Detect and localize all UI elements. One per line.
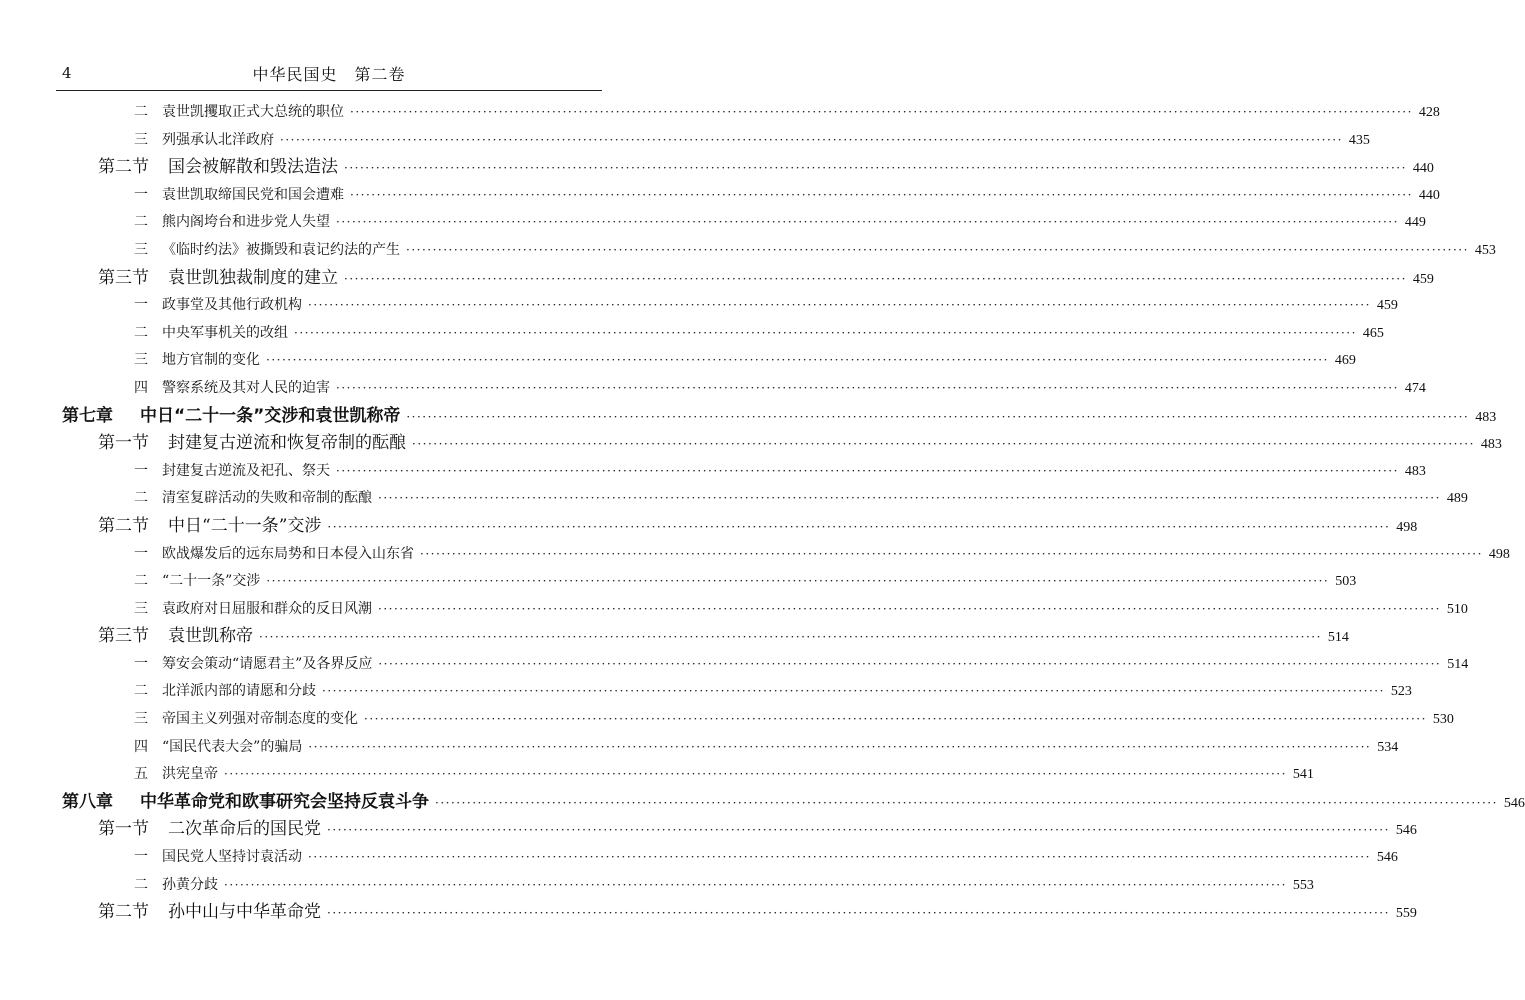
dot-leader: ········································································································································································································	[336, 380, 1399, 395]
toc-entry-page: 498	[1488, 546, 1510, 562]
toc-entry	[56, 872, 1314, 900]
table-of-contents	[56, 99, 1525, 927]
toc-entry	[56, 734, 1399, 762]
toc-entry	[56, 292, 1398, 320]
toc-entry-page: 459	[1412, 271, 1434, 287]
dot-leader: ········································································································································································································	[280, 132, 1343, 147]
dot-leader: ········································································································································································································	[350, 187, 1413, 202]
toc-entry-title: 袁世凯独裁制度的建立	[168, 267, 338, 288]
toc-entry-number: 一	[134, 655, 148, 672]
dot-leader: ········································································································································································································	[259, 630, 1322, 645]
dot-leader: ········································································································································································································	[336, 463, 1399, 478]
toc-entry-number: 第二节	[98, 515, 149, 536]
toc-entry	[56, 182, 1440, 210]
dot-leader: ········································································································································································································	[378, 656, 1442, 671]
toc-entry	[56, 623, 1349, 651]
toc-entry-page: 449	[1404, 215, 1426, 231]
toc-entry-title: 北洋派内部的请愿和分歧	[162, 683, 316, 700]
dot-leader: ········································································································································································································	[327, 519, 1391, 534]
toc-entry-page: 546	[1503, 795, 1525, 811]
toc-entry-number: 四	[134, 738, 148, 755]
toc-entry-title: 地方官制的变化	[162, 352, 260, 369]
toc-entry-number: 一	[134, 545, 148, 562]
toc-entry-page: 510	[1446, 601, 1468, 617]
toc-entry-number: 第七章	[62, 405, 113, 426]
dot-leader: ········································································································································································································	[224, 877, 1287, 892]
toc-entry-number: 二	[134, 490, 148, 507]
toc-entry-number: 一	[134, 462, 148, 479]
dot-leader: ········································································································································································································	[364, 712, 1427, 727]
toc-entry-page: 489	[1446, 491, 1468, 507]
toc-entry-number: 第三节	[98, 626, 149, 647]
toc-entry-page: 503	[1335, 574, 1357, 590]
dot-leader: ········································································································································································································	[378, 601, 1441, 616]
toc-entry-number: 五	[134, 766, 148, 783]
toc-entry-title: 袁世凯攫取正式大总统的职位	[162, 104, 344, 120]
toc-entry	[56, 678, 1412, 706]
dot-leader: ········································································································································································································	[294, 325, 1357, 340]
book-title: 中华民国史 第二卷	[252, 65, 406, 84]
toc-entry-title: 袁世凯称帝	[168, 626, 253, 647]
running-header	[56, 60, 602, 91]
toc-entry-number: 二	[134, 214, 148, 231]
toc-entry-title: “二十一条”交涉	[162, 573, 261, 590]
dot-leader: ········································································································································································································	[322, 684, 1385, 699]
toc-entry	[56, 347, 1356, 375]
toc-entry-page: 498	[1396, 519, 1418, 535]
toc-entry-title: 封建复古逆流和恢复帝制的酝酿	[168, 433, 406, 454]
toc-entry-title: 二次革命后的国民党	[168, 819, 321, 840]
toc-entry-number: 三	[134, 711, 148, 728]
toc-entry-page: 483	[1475, 409, 1497, 425]
toc-entry-page: 559	[1395, 906, 1417, 922]
toc-entry	[56, 706, 1454, 734]
dot-leader: ········································································································································································································	[224, 767, 1287, 782]
toc-entry-number: 第八章	[62, 791, 113, 812]
page-number: 4	[62, 64, 72, 82]
dot-leader: ········································································································································································································	[378, 491, 1441, 506]
toc-entry-page: 469	[1334, 353, 1356, 369]
toc-entry-title: 袁世凯取缔国民党和国会遭难	[162, 186, 344, 203]
toc-entry-title: 中华革命党和欧事研究会坚持反袁斗争	[140, 791, 429, 812]
toc-entry-title: 熊内阁垮台和进步党人失望	[162, 214, 330, 231]
dot-leader: ········································································································································································································	[266, 574, 1330, 589]
dot-leader: ········································································································································································································	[308, 298, 1371, 313]
toc-entry	[56, 375, 1426, 403]
toc-entry-number: 二	[134, 104, 148, 120]
toc-entry	[56, 209, 1426, 237]
toc-entry	[56, 154, 1434, 182]
dot-leader: ········································································································································································································	[308, 850, 1371, 865]
dot-leader: ········································································································································································································	[266, 353, 1329, 368]
toc-entry	[56, 265, 1434, 293]
toc-entry-number: 二	[134, 683, 148, 700]
toc-entry-number: 一	[134, 849, 148, 866]
toc-entry-title: 欧战爆发后的远东局势和日本侵入山东省	[162, 545, 414, 562]
toc-entry-page: 534	[1377, 739, 1399, 755]
toc-entry-page: 541	[1292, 767, 1314, 783]
toc-entry-number: 第一节	[98, 433, 149, 454]
toc-entry-page: 483	[1480, 437, 1502, 453]
toc-entry	[56, 237, 1496, 265]
dot-leader: ········································································································································································································	[412, 437, 1475, 452]
toc-entry-number: 第三节	[98, 267, 149, 288]
toc-entry-title: 列强承认北洋政府	[162, 131, 274, 148]
toc-entry	[56, 899, 1417, 927]
dot-leader: ········································································································································································································	[420, 546, 1483, 561]
toc-entry	[56, 761, 1314, 789]
toc-entry-number: 二	[134, 324, 148, 341]
toc-entry	[56, 568, 1357, 596]
dot-leader: ········································································································································································································	[350, 105, 1413, 119]
toc-entry-title: 中日“二十一条”交涉和袁世凯称帝	[140, 405, 401, 426]
toc-entry-title: 筹安会策动“请愿君主”及各界反应	[162, 655, 373, 672]
toc-entry	[56, 789, 1525, 817]
toc-entry	[56, 541, 1510, 569]
dot-leader: ········································································································································································································	[308, 739, 1372, 754]
toc-entry-page: 428	[1418, 105, 1440, 120]
toc-entry	[56, 844, 1398, 872]
toc-entry-title: 孙黄分歧	[162, 876, 218, 893]
toc-entry-number: 三	[134, 131, 148, 148]
toc-entry-page: 530	[1432, 712, 1454, 728]
dot-leader: ········································································································································································································	[435, 795, 1498, 810]
dot-leader: ········································································································································································································	[336, 215, 1399, 230]
toc-entry-page: 483	[1404, 463, 1426, 479]
toc-entry-title: “国民代表大会”的骗局	[162, 738, 303, 755]
dot-leader: ········································································································································································································	[344, 271, 1407, 286]
toc-entry-page: 435	[1348, 132, 1370, 148]
toc-entry-title: 警察系统及其对人民的迫害	[162, 379, 330, 396]
toc-entry-page: 440	[1412, 161, 1434, 177]
toc-entry-number: 一	[134, 186, 148, 203]
toc-entry-number: 第二节	[98, 157, 149, 178]
toc-entry	[56, 127, 1370, 155]
toc-entry-number: 三	[134, 241, 148, 258]
toc-entry	[56, 320, 1384, 348]
toc-entry-page: 514	[1447, 656, 1469, 672]
toc-entry	[56, 99, 1440, 127]
toc-entry-page: 514	[1327, 630, 1349, 646]
toc-entry-page: 459	[1376, 298, 1398, 314]
toc-entry-title: 孙中山与中华革命党	[168, 902, 321, 923]
toc-entry-title: 清室复辟活动的失败和帝制的酝酿	[162, 490, 372, 507]
toc-entry-title: 国民党人坚持讨袁活动	[162, 849, 302, 866]
toc-entry-page: 546	[1395, 823, 1417, 839]
toc-entry	[56, 596, 1468, 624]
dot-leader: ········································································································································································································	[406, 242, 1469, 257]
toc-entry-number: 二	[134, 573, 148, 590]
toc-entry-title: 帝国主义列强对帝制态度的变化	[162, 711, 358, 728]
toc-entry-title: 《临时约法》被撕毁和袁记约法的产生	[162, 241, 400, 258]
toc-entry-title: 国会被解散和毁法造法	[168, 157, 338, 178]
toc-entry-number: 三	[134, 600, 148, 617]
toc-entry-title: 中央军事机关的改组	[162, 324, 288, 341]
toc-entry-page: 474	[1404, 380, 1426, 396]
toc-entry	[56, 513, 1418, 541]
toc-entry-number: 第二节	[98, 902, 149, 923]
toc-entry	[56, 430, 1502, 458]
toc-entry-page: 453	[1474, 242, 1496, 258]
toc-entry-page: 465	[1362, 325, 1384, 341]
toc-entry-number: 二	[134, 876, 148, 893]
toc-entry-page: 553	[1292, 877, 1314, 893]
toc-entry-title: 封建复古逆流及祀孔、祭天	[162, 462, 330, 479]
toc-entry-number: 四	[134, 379, 148, 396]
dot-leader: ········································································································································································································	[327, 906, 1390, 921]
toc-entry	[56, 403, 1497, 431]
toc-entry	[56, 816, 1417, 844]
toc-entry-title: 政事堂及其他行政机构	[162, 297, 302, 314]
dot-leader: ········································································································································································································	[327, 823, 1390, 838]
toc-entry-page: 440	[1418, 187, 1440, 203]
toc-entry	[56, 651, 1469, 679]
toc-entry-number: 三	[134, 352, 148, 369]
dot-leader: ········································································································································································································	[344, 161, 1407, 176]
toc-entry-number: 一	[134, 297, 148, 314]
toc-entry-title: 洪宪皇帝	[162, 766, 218, 783]
toc-entry-page: 546	[1376, 850, 1398, 866]
toc-entry	[56, 458, 1426, 486]
toc-entry-number: 第一节	[98, 819, 149, 840]
toc-entry-page: 523	[1390, 684, 1412, 700]
toc-entry	[56, 485, 1468, 513]
dot-leader: ········································································································································································································	[406, 409, 1470, 424]
toc-entry-title: 中日“二十一条”交涉	[168, 515, 322, 536]
toc-entry-title: 袁政府对日屈服和群众的反日风潮	[162, 600, 372, 617]
